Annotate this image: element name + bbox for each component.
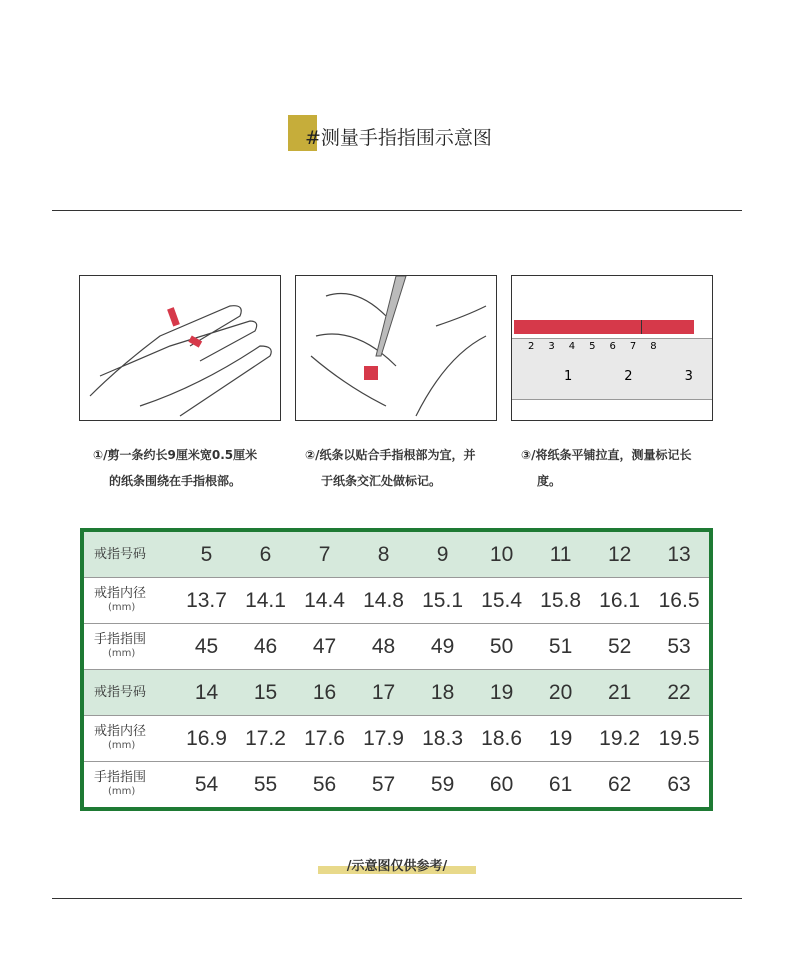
table-cell: 18	[413, 670, 472, 716]
caption-line: 度。	[537, 474, 562, 488]
table-cell: 19	[531, 716, 590, 762]
table-cell: 16	[295, 670, 354, 716]
ring-size-table	[80, 528, 713, 811]
table-cell: 17.9	[354, 716, 413, 762]
table-cell: 17.6	[295, 716, 354, 762]
table-cell: 14.4	[295, 578, 354, 624]
unit-label: (mm)	[108, 739, 136, 751]
row-label	[82, 578, 177, 624]
table-cell: 19.5	[649, 716, 711, 762]
table-cell: 16.1	[590, 578, 649, 624]
row-label-text: 手指指围	[94, 631, 147, 647]
table-cell: 6	[236, 530, 295, 578]
divider-top	[52, 210, 742, 211]
size-row	[82, 530, 711, 578]
table-cell: 18.6	[472, 716, 531, 762]
ruler	[512, 338, 712, 400]
table-cell: 14.8	[354, 578, 413, 624]
table-cell: 16.9	[177, 716, 236, 762]
table-cell: 15.8	[531, 578, 590, 624]
illustration-ruler	[511, 275, 713, 421]
row-label	[82, 530, 177, 578]
ruler-tick: 3	[548, 341, 555, 352]
ruler-tick: 4	[568, 341, 576, 352]
table-cell: 21	[590, 670, 649, 716]
table-cell: 14.1	[236, 578, 295, 624]
row-label	[82, 624, 177, 670]
ruler-tick: 6	[609, 341, 616, 352]
ruler-tick: 7	[629, 341, 637, 352]
table-cell: 20	[531, 670, 590, 716]
table-cell: 15	[236, 670, 295, 716]
table-cell: 19.2	[590, 716, 649, 762]
paper-strip	[514, 320, 694, 334]
size-row	[82, 670, 711, 716]
ruler-tick: 2	[624, 369, 633, 384]
table-cell: 45	[177, 624, 236, 670]
table-cell: 51	[531, 624, 590, 670]
table-cell: 53	[649, 624, 711, 670]
ruler-tick: 3	[684, 369, 693, 384]
strip-mark	[641, 320, 642, 334]
table-cell: 59	[413, 762, 472, 810]
caption-line: 的纸条围绕在手指根部。	[109, 474, 242, 488]
diameter-row	[82, 578, 711, 624]
unit-label: (mm)	[108, 601, 136, 613]
row-label-text: 戒指号码	[94, 546, 147, 562]
table-cell: 16.5	[649, 578, 711, 624]
table-cell: 49	[413, 624, 472, 670]
table-cell: 12	[590, 530, 649, 578]
circumference-row	[82, 762, 711, 810]
table-cell: 18.3	[413, 716, 472, 762]
table-cell: 11	[531, 530, 590, 578]
table-cell: 55	[236, 762, 295, 810]
table-cell: 22	[649, 670, 711, 716]
table-cell: 61	[531, 762, 590, 810]
unit-label: (mm)	[108, 647, 136, 659]
caption-line: 于纸条交汇处做标记。	[321, 474, 442, 488]
row-label	[82, 716, 177, 762]
row-label-text: 戒指内径	[94, 723, 147, 739]
table-cell: 8	[354, 530, 413, 578]
hand-with-strip-icon	[80, 276, 280, 420]
hand-with-pen-icon	[296, 276, 496, 420]
caption-line: ③/将纸条平铺拉直，测量标记长	[521, 448, 692, 462]
row-label	[82, 670, 177, 716]
illustration-mark-strip	[295, 275, 497, 421]
ruler-tick: 2	[528, 341, 535, 352]
table-cell: 56	[295, 762, 354, 810]
table-cell: 54	[177, 762, 236, 810]
table-cell: 17.2	[236, 716, 295, 762]
table-cell: 50	[472, 624, 531, 670]
footer-note: /示意图仅供参考/	[346, 859, 448, 874]
ruler-bottom-scale	[564, 369, 693, 384]
table-cell: 47	[295, 624, 354, 670]
step-3-caption	[521, 442, 692, 494]
table-cell: 13	[649, 530, 711, 578]
row-label-text: 戒指内径	[94, 585, 147, 601]
diameter-row	[82, 716, 711, 762]
step-2-caption	[305, 442, 476, 494]
page-title: #测量手指指围示意图	[305, 127, 492, 149]
divider-bottom	[52, 898, 742, 899]
table-cell: 52	[590, 624, 649, 670]
ruler-top-scale	[528, 341, 657, 352]
step-1-caption	[93, 442, 257, 494]
table-cell: 10	[472, 530, 531, 578]
table-cell: 15.1	[413, 578, 472, 624]
ruler-tick: 5	[589, 341, 596, 352]
table-cell: 62	[590, 762, 649, 810]
caption-line: ②/纸条以贴合手指根部为宜，并	[305, 448, 476, 462]
ruler-tick: 8	[650, 341, 657, 352]
table-cell: 13.7	[177, 578, 236, 624]
row-label	[82, 762, 177, 810]
table-cell: 15.4	[472, 578, 531, 624]
illustration-wrap-finger	[79, 275, 281, 421]
caption-line: ①/剪一条约长9厘米宽0.5厘米	[93, 448, 258, 462]
table-cell: 7	[295, 530, 354, 578]
table-cell: 17	[354, 670, 413, 716]
table-cell: 48	[354, 624, 413, 670]
table-cell: 14	[177, 670, 236, 716]
row-label-text: 手指指围	[94, 769, 147, 785]
ruler-tick: 1	[564, 369, 573, 384]
table-cell: 57	[354, 762, 413, 810]
table-cell: 5	[177, 530, 236, 578]
table-cell: 60	[472, 762, 531, 810]
row-label-text: 戒指号码	[94, 684, 147, 700]
table-cell: 19	[472, 670, 531, 716]
table-cell: 63	[649, 762, 711, 810]
table-cell: 9	[413, 530, 472, 578]
circumference-row	[82, 624, 711, 670]
unit-label: (mm)	[108, 785, 136, 797]
table-cell: 46	[236, 624, 295, 670]
